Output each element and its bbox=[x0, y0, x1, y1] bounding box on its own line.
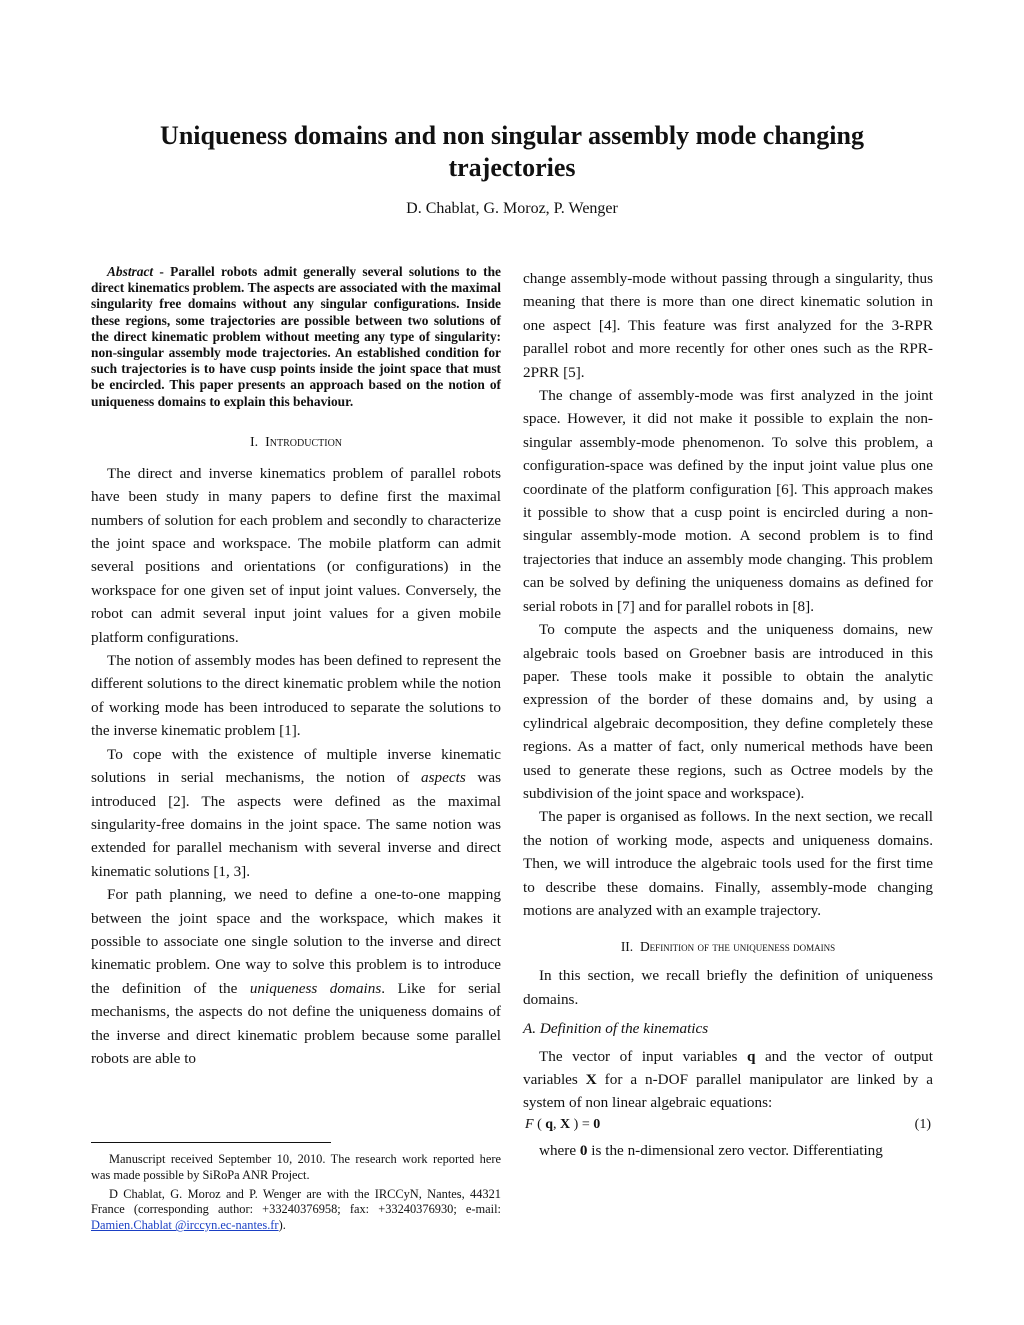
zero-vector: 0 bbox=[593, 1116, 601, 1132]
paragraph: change assembly-mode without passing through a singularity, thus meaning that there is more than one direct kinematic solution in one aspect [4]. This feature was first analyzed for the 3-RPR parallel robot and more recently for other ones such as the RPR-2PRR [5]. bbox=[523, 270, 933, 381]
equation-text: ( bbox=[533, 1116, 546, 1132]
abstract-text: - Parallel robots admit generally several solutions to the direct kinematics problem. The aspects are associated with the maximal singularity free domains without any singular configurations. Inside these regions, some trajectories are possible between two solutions of the direct kinematic problem without meeting any type of singularity: non-singular assembly mode trajectories. An established condition for such trajectories is to have cusp points inside the joint space that must be encircled. This paper presents an approach based on the notion of uniqueness domains to explain this behaviour. bbox=[91, 264, 501, 409]
text-run: for a n-DOF parallel manipulator are linked by a system of non linear algebraic equations: bbox=[523, 1071, 933, 1112]
paragraph bbox=[91, 883, 501, 1070]
vector-symbol: q bbox=[746, 1047, 756, 1065]
footnotes bbox=[91, 1152, 501, 1237]
abstract bbox=[91, 264, 501, 410]
equation-function: F bbox=[525, 1116, 534, 1132]
paragraph: The change of assembly-mode was first analyzed in the joint space. However, it did not make it possible to explain the non-singular assembly-mode phenomenon. To solve this problem, a configuration-space was defined by the input joint value plus one coordinate of the platform configuration [6]. This approach makes it possible to show that a cusp point is encircled during a non-singular assembly-mode motion. A second problem is to find trajectories that induce an assembly mode changing. This problem can be solved by defining the uniqueness domains as defined for serial robots in [7] and for parallel robots in [8]. bbox=[523, 387, 933, 615]
text-run: and the vector of output variables bbox=[523, 1047, 933, 1088]
text-run: To cope with the existence of multiple inverse kinematic solutions in serial mechanisms, the notion of bbox=[91, 745, 501, 787]
right-column bbox=[523, 267, 933, 1162]
text-run: was introduced [2]. The aspects were defined as the maximal singularity-free domains in the joint space. The same notion was extended for parallel mechanism with several inverse and direct kinematic solutions [1, 3]. bbox=[91, 769, 502, 880]
author-list: D. Chablat, G. Moroz, P. Wenger bbox=[406, 200, 618, 217]
abstract-label: Abstract bbox=[107, 264, 154, 279]
vector-symbol: q bbox=[545, 1116, 554, 1132]
paragraph: In this section, we recall briefly the definition of uniqueness domains. bbox=[523, 967, 933, 1008]
section-title: Introduction bbox=[265, 434, 343, 450]
paragraph bbox=[523, 1139, 933, 1162]
paragraph bbox=[523, 1045, 933, 1115]
paragraph bbox=[91, 743, 501, 883]
emphasized-term: uniqueness domains bbox=[249, 979, 382, 997]
text-run: . Like for serial mechanisms, the aspects do not define the uniqueness domains of the inverse and direct kinematic problem because some parallel robots are able to bbox=[91, 979, 502, 1067]
email-link[interactable]: Damien.Chablat @irccyn.ec-nantes.fr bbox=[91, 1218, 279, 1233]
section-number: II. bbox=[620, 939, 634, 955]
footnote-received: Manuscript received September 10, 2010. The research work reported here was made possible by SiRoPa ANR Project. bbox=[91, 1152, 501, 1182]
section-number: I. bbox=[249, 434, 259, 450]
text-run: D Chablat, G. Moroz and P. Wenger are with the IRCCyN, Nantes, 44321 France (corresponding author: +33240376958; fax: +33240376930; e-mail: bbox=[91, 1186, 501, 1217]
text-run: is the n-dimensional zero vector. Differentiating bbox=[587, 1141, 883, 1159]
equation-number: (1) bbox=[914, 1116, 931, 1132]
zero-vector: 0 bbox=[579, 1141, 588, 1159]
paragraph: The notion of assembly modes has been defined to represent the different solutions to the direct kinematic problem while the notion of working mode has been introduced to separate the solutions to the inverse kinematic problem [1]. bbox=[91, 652, 501, 740]
footnote-affiliation bbox=[91, 1187, 501, 1234]
footnote-divider bbox=[91, 1142, 331, 1143]
equation-1 bbox=[523, 1115, 933, 1135]
paragraph: To compute the aspects and the uniqueness domains, new algebraic tools based on Groebner basis are introduced in this paper. These tools make it possible to obtain the analytic expression of the border of these domains and, by using a cylindrical algebraic decomposition, they define completely these regions. As a matter of fact, only numerical methods have been used to generate these regions, such as Octree models by the subdivision of the joint space and workspace). bbox=[523, 621, 933, 802]
section-title: Definition of the uniqueness domains bbox=[639, 939, 836, 955]
paper-title: Uniqueness domains and non singular assembly mode changing trajectories bbox=[160, 121, 864, 182]
vector-symbol: X bbox=[585, 1071, 597, 1088]
text-run: The vector of input variables bbox=[539, 1047, 747, 1065]
section-heading-definition bbox=[523, 938, 933, 956]
equation-text: , bbox=[553, 1116, 561, 1132]
text-run: where bbox=[539, 1141, 580, 1159]
paragraph: The direct and inverse kinematics problem of parallel robots have been study in many papers to define first the maximal numbers of solution for each problem and secondly to characterize the joint space and workspace. The mobile platform can admit several positions and orientations (or configurations) in the workspace for one given set of input joint values. Conversely, the robot can admit several input joint values for a given mobile platform configurations. bbox=[91, 464, 501, 646]
left-column bbox=[91, 264, 501, 1070]
text-run: For path planning, we need to define a one-to-one mapping between the joint space and the workspace, which makes it possible to associate one single solution to the inverse and direct kinematic problem. One way to solve this problem is to introduce the definition of the bbox=[91, 886, 501, 997]
equation-body bbox=[523, 1115, 600, 1135]
text-run: ). bbox=[278, 1218, 286, 1233]
subsection-heading: A. Definition of the kinematics bbox=[523, 1020, 709, 1038]
vector-symbol: X bbox=[560, 1116, 571, 1132]
paragraph: The paper is organised as follows. In the next section, we recall the notion of working mode, aspects and uniqueness domains. Then, we will introduce the algebraic tools used for the first time to describe these domains. Finally, assembly-mode changing motions are analyzed with an example trajectory. bbox=[523, 808, 933, 919]
emphasized-term: aspects bbox=[421, 769, 466, 787]
equation-text: ) = bbox=[570, 1116, 594, 1132]
section-heading-introduction bbox=[91, 434, 501, 452]
